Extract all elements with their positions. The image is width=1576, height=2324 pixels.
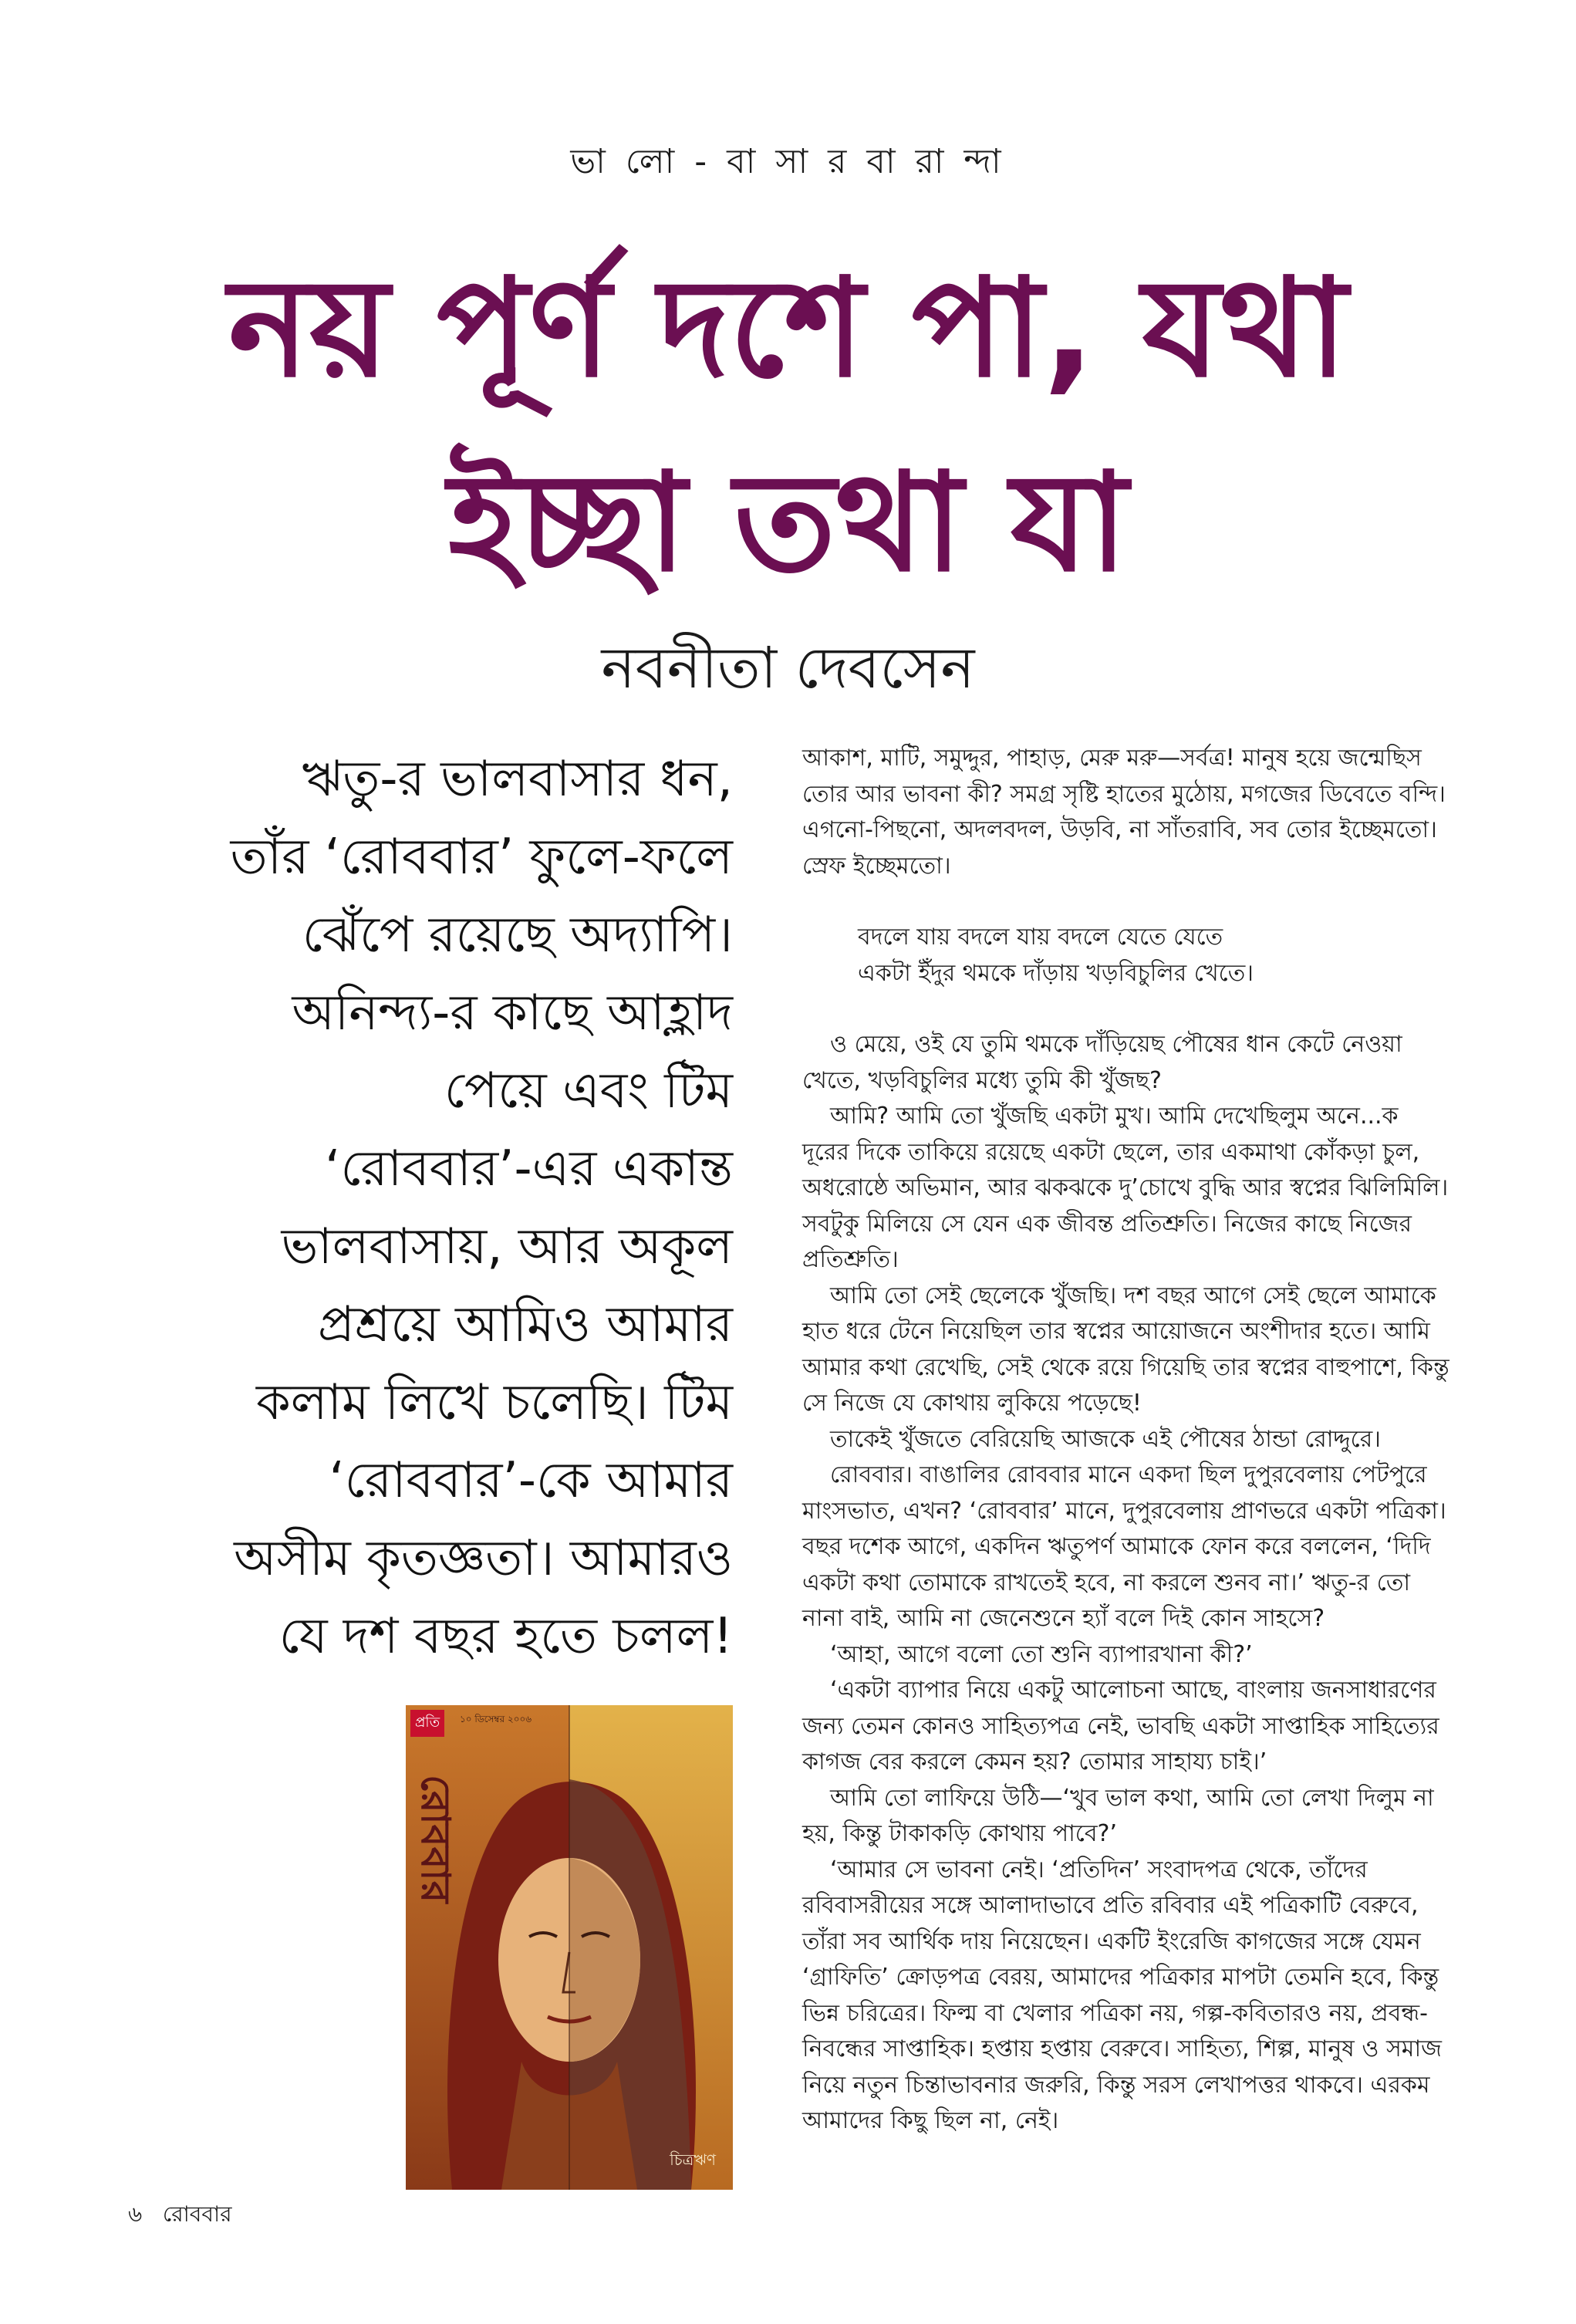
pull-quote-line: ভালবাসায়, আর অকূল	[281, 1218, 733, 1275]
pull-quote-line: তাঁর ‘রোববার’ ফুলে-ফলে	[230, 829, 733, 886]
pull-quote-line: ঝেঁপে রয়েছে অদ্যাপি।	[302, 907, 733, 964]
section-label: ভা লো - বা সা র বা রা ন্দা	[570, 142, 1006, 181]
cover-credit: চিত্রঋণ	[670, 2150, 716, 2169]
author-name: নবনীতা দেবসেন	[601, 635, 975, 701]
pull-quote-line: ‘রোববার’-এর একান্ত	[325, 1140, 733, 1197]
paragraph-spacer	[802, 991, 1450, 1027]
pull-quote-line: ঋতু-র ভালবাসার ধন,	[302, 751, 733, 808]
pull-quote-line: অনিন্দ্য-র কাছে আহ্লাদ	[292, 985, 733, 1042]
verse-line: একটা ইঁদুর থমকে দাঁড়ায় খড়বিচুলির খেতে।	[858, 959, 1254, 987]
body-paragraph: ‘আমার সে ভাবনা নেই। ‘প্রতিদিন’ সংবাদপত্র থেকে, তাঁদের রবিবাসরীয়ের সঙ্গে আলাদাভাবে প্রতি রবিবার এই পত্রিকাটি বেরুবে, তাঁরা সব আর্থিক দায় নিয়েছেন। একটি ইংরেজি কাগজের সঙ্গে যেমন ‘গ্রাফিতি’ ক্রোড়পত্র বেরয়, আমাদের পত্রিকার মাপটা তেমনি হবে, কিন্তু ভিন্ন চরিত্রের। ফিল্ম বা খেলার পত্রিকা নয়, গল্প-কবিতারও নয়, প্রবন্ধ-নিবন্ধের সাপ্তাহিক। হপ্তায় হপ্তায় বেরুবে। সাহিত্য, শিল্প, মানুষ ও সমাজ নিয়ে নতুন চিন্তাভাবনার জরুরি, কিন্তু সরস লেখাপত্তর থাকবে। এরকম আমাদের কিছু ছিল না, নেই।	[802, 1856, 1442, 2134]
body-paragraph: ‘একটা ব্যাপার নিয়ে একটু আলোচনা আছে, বাংলায় জনসাধারণের জন্য তেমন কোনও সাহিত্যপত্র নেই, ভাবছি একটা সাপ্তাহিক সাহিত্যের কাগজ বের করলে কেমন হয়? তোমার সাহায্য চাই।’	[802, 1677, 1439, 1775]
body-paragraph: আমি তো লাফিয়ে উঠি—‘খুব ভাল কথা, আমি তো লেখা দিলুম না হয়, কিন্তু টাকাকড়ি কোথায় পাবে?’	[802, 1784, 1434, 1847]
headline-line-1: নয় পূর্ণ দশে পা, যথা	[228, 249, 1348, 407]
pull-quote-line: অসীম কৃতজ্ঞতা। আমারও	[234, 1530, 733, 1587]
headline-line-2: ইচ্ছা তথা যা	[447, 444, 1129, 602]
pull-quote-line: কলাম লিখে চলেছি। টিম	[256, 1374, 733, 1431]
body-paragraph-intro: আকাশ, মাটি, সমুদ্দুর, পাহাড়, মেরু মরু—সর্বত্র! মানুষ হয়ে জন্মেছিস তোর আর ভাবনা কী? সমগ্র সৃষ্টি হাতের মুঠোয়, মগজের ডিবেতে বন্দি। এগনো-পিছনো, অদলবদল, উড়বি, না সাঁতরাবি, সব তোর ইচ্ছেমতো। স্রেফ ইচ্ছেমতো।	[802, 745, 1446, 880]
verse-line: বদলে যায় বদলে যায় বদলে যেতে যেতে	[858, 924, 1223, 951]
body-paragraph: আমি? আমি তো খুঁজছি একটা মুখ। আমি দেখেছিলুম অনে...ক দূরের দিকে তাকিয়ে রয়েছে একটা ছেলে, তার একমাথা কোঁকড়া চুল, অধরোষ্ঠে অভিমান, আর ঝকঝকে দু’চোখে বুদ্ধি আর স্বপ্নের ঝিলিমিলি। সবটুকু মিলিয়ে সে যেন এক জীবন্ত প্রতিশ্রুতি। নিজের কাছে নিজের প্রতিশ্রুতি।	[802, 1103, 1449, 1273]
magazine-cover-image	[406, 1705, 733, 2190]
footer-magazine-name: রোববার	[162, 2201, 232, 2227]
article-headline	[123, 231, 1453, 620]
article-body	[802, 741, 1450, 2140]
pull-quote-line: ‘রোববার’-কে আমার	[329, 1452, 733, 1509]
body-paragraph: তাকেই খুঁজতে বেরিয়েছি আজকে এই পৌষের ঠান্ডা রোদ্দুরে।	[830, 1425, 1381, 1453]
cover-masthead: রোববার	[412, 1775, 458, 1903]
body-paragraph: ‘আহা, আগে বলো তো শুনি ব্যাপারখানা কী?’	[830, 1640, 1253, 1668]
body-paragraph: আমি তো সেই ছেলেকে খুঁজছি। দশ বছর আগে সেই ছেলে আমাকে হাত ধরে টেনে নিয়েছিল তার স্বপ্নের আয়োজনে অংশীদার হতে। আমি আমার কথা রেখেছি, সেই থেকে রয়ে গিয়েছি তার স্বপ্নের বাহুপাশে, কিন্তু সে নিজে যে কোথায় লুকিয়ে পড়েছে!	[802, 1282, 1449, 1417]
pull-quote-line: প্রশ্রয়ে আমিও আমার	[318, 1296, 733, 1353]
page-footer	[128, 2197, 232, 2234]
paragraph-spacer	[802, 884, 1450, 920]
pull-quote	[147, 741, 733, 1676]
page-number: ৬	[128, 2201, 143, 2227]
body-paragraph: ও মেয়ে, ওই যে তুমি থমকে দাঁড়িয়েছ পৌষের ধান কেটে নেওয়া খেতে, খড়বিচুলির মধ্যে তুমি কী খুঁজছ?	[802, 1031, 1402, 1094]
cover-date-tag: ১০ ডিসেম্বর ২০০৬	[460, 1714, 532, 1724]
pull-quote-line: যে দশ বছর হতে চলল!	[278, 1608, 733, 1665]
body-paragraph: রোববার। বাঙালির রোববার মানে একদা ছিল দুপুরবেলায় পেটপুরে মাংসভাত, এখন? ‘রোববার’ মানে, দুপুরবেলায় প্রাণভরে একটা পত্রিকা। বছর দশেক আগে, একদিন ঋতুপর্ণ আমাকে ফোন করে বললেন, ‘দিদি একটা কথা তোমাকে রাখতেই হবে, না করলে শুনব না।’ ঋতু-র তো নানা বাই, আমি না জেনেশুনে হ্যাঁ বলে দিই কোন সাহসে?	[802, 1461, 1446, 1632]
cover-logo: প্রতি	[410, 1710, 444, 1737]
pull-quote-line: পেয়ে এবং টিম	[444, 1062, 733, 1120]
